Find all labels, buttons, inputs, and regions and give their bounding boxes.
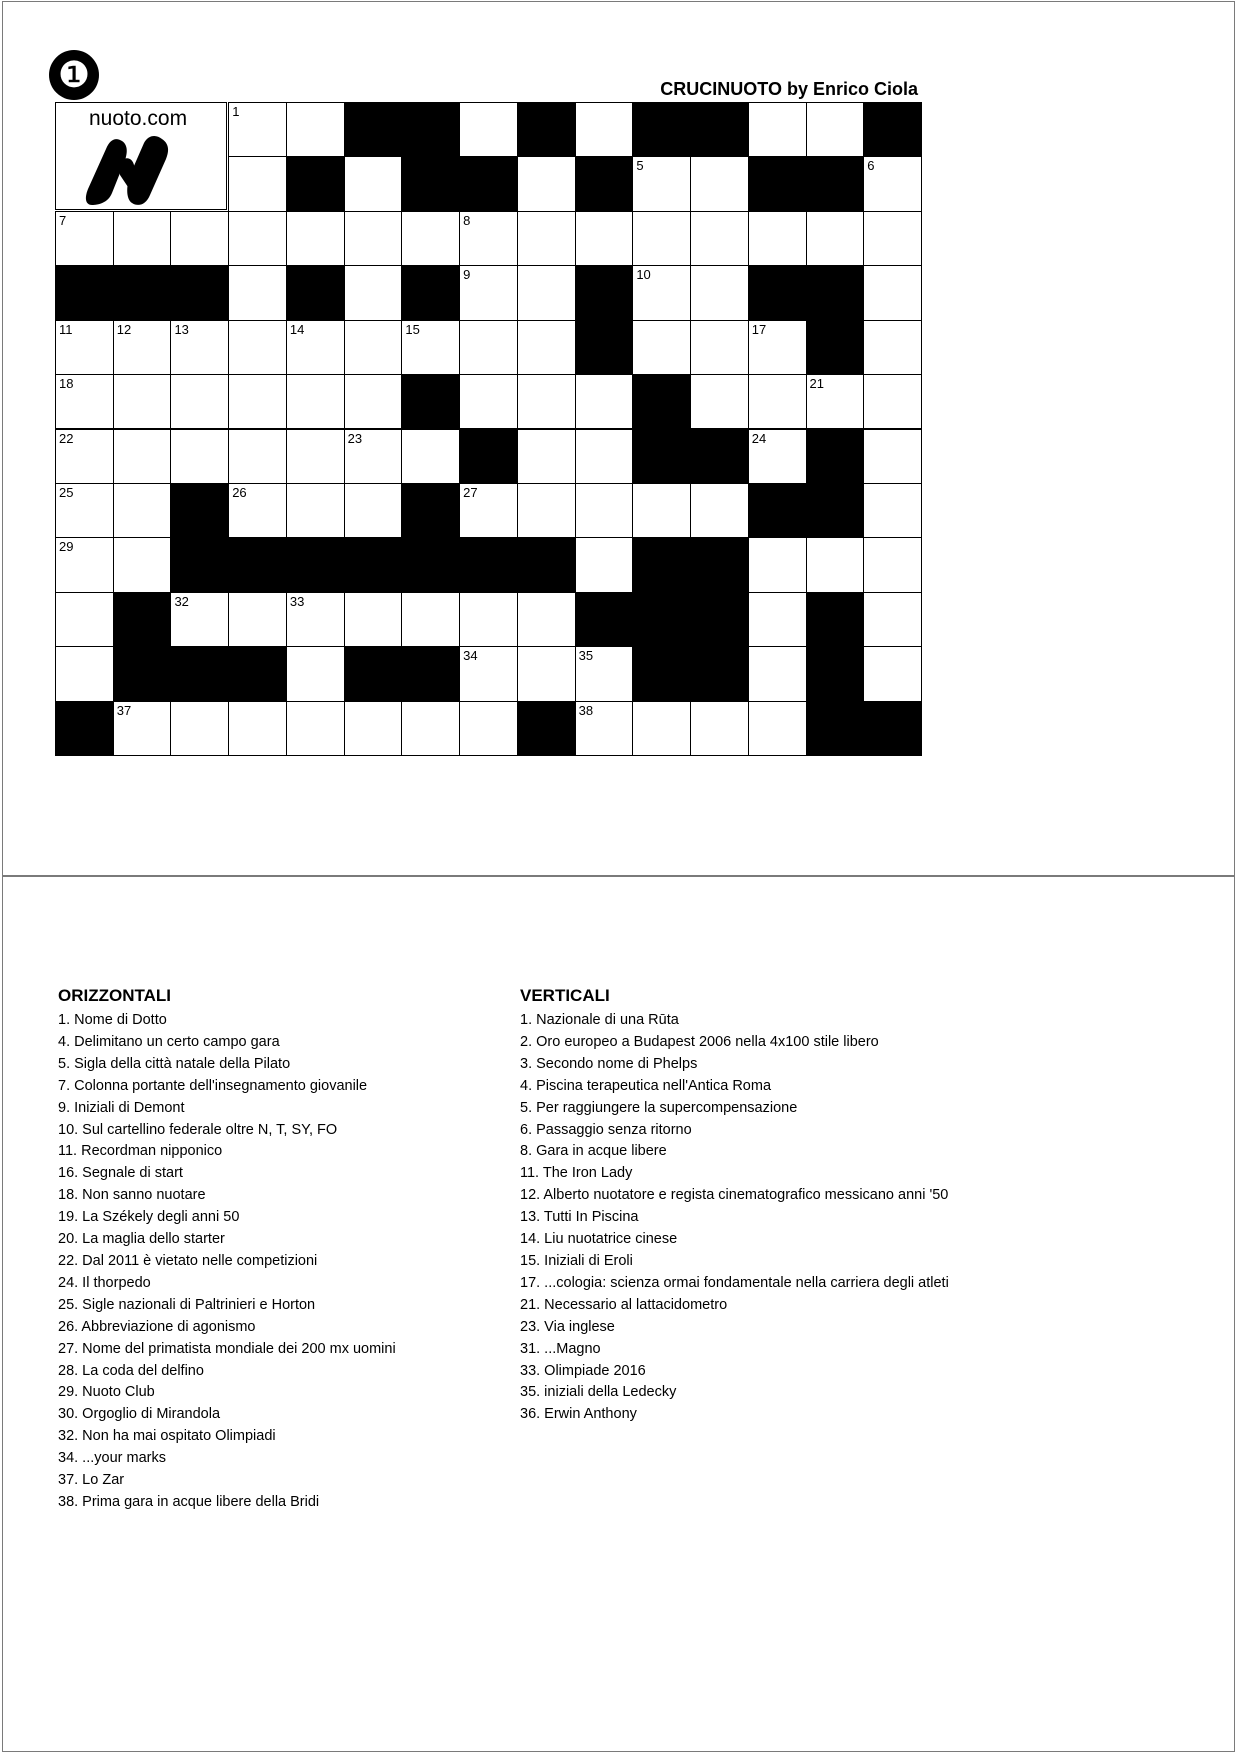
clue-item: 18. Non sanno nuotare (58, 1187, 206, 1204)
grid-cell[interactable] (690, 483, 749, 538)
grid-cell[interactable] (517, 592, 576, 647)
grid-block (690, 592, 749, 647)
grid-cell[interactable] (55, 592, 114, 647)
grid-cell[interactable] (748, 537, 807, 592)
grid-block (632, 537, 691, 592)
grid-cell[interactable] (286, 646, 345, 701)
grid-cell[interactable] (863, 211, 922, 266)
clue-number: 6 (867, 158, 875, 174)
grid-block (863, 701, 922, 756)
clue-item: 20. La maglia dello starter (58, 1231, 225, 1248)
grid-block (459, 156, 518, 211)
clue-item: 13. Tutti In Piscina (520, 1209, 639, 1226)
grid-cell[interactable] (863, 320, 922, 375)
grid-cell[interactable] (748, 592, 807, 647)
grid-cell[interactable] (575, 211, 634, 266)
grid-cell[interactable] (863, 537, 922, 592)
grid-cell[interactable] (517, 374, 576, 429)
grid-cell[interactable] (55, 429, 114, 484)
grid-cell[interactable] (632, 701, 691, 756)
clue-number: 13 (174, 321, 189, 337)
down-heading: VERTICALI (520, 986, 610, 1005)
grid-cell[interactable] (575, 701, 634, 756)
grid-cell[interactable] (401, 429, 460, 484)
grid-block (575, 592, 634, 647)
clue-number: 35 (578, 648, 594, 664)
grid-cell[interactable] (863, 374, 922, 429)
grid-block (286, 265, 345, 320)
clue-item: 9. Iniziali di Demont (58, 1099, 185, 1116)
grid-cell[interactable] (863, 429, 922, 484)
grid-block (517, 102, 576, 157)
clue-item: 14. Liu nuotatrice cinese (520, 1231, 678, 1248)
clue-number: 8 (463, 212, 471, 228)
grid-block (690, 537, 749, 592)
grid-cell[interactable] (344, 374, 403, 429)
grid-cell[interactable] (286, 483, 345, 538)
grid-cell[interactable] (113, 320, 172, 375)
clue-item: 31. ...Magno (520, 1340, 601, 1357)
grid-cell[interactable] (228, 265, 287, 320)
grid-cell[interactable] (286, 320, 345, 375)
grid-block (863, 102, 922, 157)
grid-cell[interactable] (113, 374, 172, 429)
clue-number: 23 (347, 430, 363, 446)
logo-text: nuoto.com (89, 107, 188, 130)
grid-cell[interactable] (401, 211, 460, 266)
grid-block (401, 265, 460, 320)
grid-cell[interactable] (517, 211, 576, 266)
grid-cell[interactable] (690, 701, 749, 756)
grid-cell[interactable] (286, 701, 345, 756)
clue-number: 38 (578, 702, 594, 718)
clue-item: 5. Sigla della città natale della Pilato (58, 1055, 291, 1072)
clue-item: 19. La Székely degli anni 50 (58, 1209, 240, 1226)
nuoto-n-logo-icon (84, 135, 184, 207)
grid-cell[interactable] (806, 537, 865, 592)
grid-cell[interactable] (748, 320, 807, 375)
grid-cell[interactable] (806, 211, 865, 266)
clue-item: 34. ...your marks (58, 1450, 166, 1467)
grid-cell[interactable] (459, 701, 518, 756)
grid-block (113, 646, 172, 701)
clue-item: 11. The Iron Lady (520, 1165, 633, 1182)
grid-cell[interactable] (806, 102, 865, 157)
clue-item: 11. Recordman nipponico (58, 1143, 223, 1160)
grid-cell[interactable] (228, 374, 287, 429)
grid-block (575, 265, 634, 320)
grid-block (748, 265, 807, 320)
clue-item: 29. Nuoto Club (58, 1384, 155, 1401)
across-heading: ORIZZONTALI (58, 986, 171, 1005)
clue-number: 22 (59, 430, 74, 446)
grid-cell[interactable] (517, 429, 576, 484)
grid-cell[interactable] (690, 211, 749, 266)
grid-cell[interactable] (344, 429, 403, 484)
clue-item: 21. Necessario al lattacidometro (520, 1296, 728, 1313)
grid-block (170, 646, 229, 701)
grid-cell[interactable] (863, 483, 922, 538)
grid-cell[interactable] (286, 374, 345, 429)
clue-item: 7. Colonna portante dell'insegnamento giovanile (58, 1077, 368, 1094)
grid-block (806, 701, 865, 756)
clue-item: 17. ...cologia: scienza ormai fondamentale nella carriera degli atleti (520, 1274, 949, 1291)
grid-cell[interactable] (575, 102, 634, 157)
grid-cell[interactable] (55, 320, 114, 375)
clue-item: 28. La coda del delfino (58, 1362, 204, 1379)
across-clue-list (58, 1010, 498, 1514)
grid-block (517, 701, 576, 756)
grid-block (55, 701, 114, 756)
grid-block (170, 265, 229, 320)
clue-item: 36. Erwin Anthony (520, 1406, 637, 1423)
grid-cell[interactable] (517, 320, 576, 375)
clue-item: 25. Sigle nazionali di Paltrinieri e Horton (58, 1296, 316, 1313)
grid-block (344, 537, 403, 592)
grid-block (632, 102, 691, 157)
grid-cell[interactable] (401, 592, 460, 647)
grid-cell[interactable] (748, 701, 807, 756)
grid-block (459, 429, 518, 484)
grid-cell[interactable] (286, 102, 345, 157)
clue-item: 24. Il thorpedo (58, 1274, 151, 1291)
grid-block (401, 374, 460, 429)
grid-cell[interactable] (55, 646, 114, 701)
clue-number: 24 (751, 430, 767, 446)
clue-number: 12 (116, 321, 132, 337)
clue-item: 2. Oro europeo a Budapest 2006 nella 4x100 stile libero (520, 1033, 879, 1050)
grid-cell[interactable] (459, 102, 518, 157)
clue-number: 11 (59, 321, 73, 337)
grid-block (344, 102, 403, 157)
clue-item: 12. Alberto nuotatore e regista cinematografico messicano anni '50 (520, 1187, 949, 1204)
clue-item: 30. Orgoglio di Mirandola (58, 1406, 221, 1423)
grid-cell[interactable] (690, 265, 749, 320)
across-clues (58, 986, 498, 1514)
clue-number: 18 (59, 376, 74, 392)
grid-cell[interactable] (863, 646, 922, 701)
clue-item: 3. Secondo nome di Phelps (520, 1055, 698, 1072)
grid-cell[interactable] (228, 701, 287, 756)
clue-item: 16. Segnale di start (58, 1165, 183, 1182)
clue-item: 23. Via inglese (520, 1318, 615, 1335)
grid-cell[interactable] (517, 483, 576, 538)
grid-cell[interactable] (632, 156, 691, 211)
grid-cell[interactable] (517, 265, 576, 320)
grid-cell[interactable] (632, 320, 691, 375)
grid-cell[interactable] (113, 211, 172, 266)
clue-number: 29 (59, 539, 74, 555)
grid-cell[interactable] (170, 211, 229, 266)
grid-cell[interactable] (228, 156, 287, 211)
grid-cell[interactable] (575, 483, 634, 538)
clue-item: 38. Prima gara in acque libere della Bridi (58, 1493, 320, 1510)
clue-number: 5 (636, 158, 644, 174)
grid-block (401, 156, 460, 211)
grid-cell[interactable] (459, 646, 518, 701)
grid-cell[interactable] (113, 701, 172, 756)
grid-block (517, 537, 576, 592)
grid-cell[interactable] (517, 156, 576, 211)
grid-cell[interactable] (170, 374, 229, 429)
grid-block (690, 429, 749, 484)
grid-block (113, 265, 172, 320)
grid-cell[interactable] (575, 374, 634, 429)
grid-cell[interactable] (863, 592, 922, 647)
grid-cell[interactable] (575, 537, 634, 592)
grid-block (748, 483, 807, 538)
clue-number: 32 (174, 593, 189, 609)
grid-cell[interactable] (401, 320, 460, 375)
down-clues (520, 986, 1080, 1426)
clue-number: 27 (463, 484, 478, 500)
grid-cell[interactable] (806, 374, 865, 429)
grid-block (748, 156, 807, 211)
grid-cell[interactable] (170, 320, 229, 375)
grid-block (228, 646, 287, 701)
grid-cell[interactable] (459, 265, 518, 320)
grid-block (632, 592, 691, 647)
grid-block (806, 592, 865, 647)
clue-number: 34 (463, 648, 478, 664)
clue-item: 8. Gara in acque libere (520, 1143, 667, 1160)
grid-block (401, 483, 460, 538)
grid-cell[interactable] (459, 374, 518, 429)
clue-number: 37 (116, 702, 132, 718)
clue-item: 15. Iniziali di Eroli (520, 1252, 633, 1269)
grid-cell[interactable] (113, 537, 172, 592)
grid-cell[interactable] (286, 211, 345, 266)
clue-item: 22. Dal 2011 è vietato nelle competizioni (58, 1252, 318, 1269)
grid-cell[interactable] (55, 374, 114, 429)
grid-cell[interactable] (228, 592, 287, 647)
grid-block (806, 320, 865, 375)
grid-cell[interactable] (690, 374, 749, 429)
grid-block (286, 537, 345, 592)
grid-cell[interactable] (632, 483, 691, 538)
grid-cell[interactable] (690, 156, 749, 211)
grid-cell[interactable] (459, 483, 518, 538)
clue-item: 5. Per raggiungere la supercompensazione (520, 1099, 798, 1116)
grid-block (113, 592, 172, 647)
grid-cell[interactable] (228, 483, 287, 538)
grid-block (401, 102, 460, 157)
grid-cell[interactable] (344, 483, 403, 538)
clue-number: 1 (232, 104, 240, 119)
down-clue-list (520, 1010, 1080, 1426)
clue-number: 26 (232, 484, 247, 500)
clue-item: 33. Olimpiade 2016 (520, 1362, 646, 1379)
grid-cell[interactable] (748, 374, 807, 429)
grid-cell[interactable] (228, 102, 287, 157)
clue-item: 4. Piscina terapeutica nell'Antica Roma (520, 1077, 772, 1094)
grid-cell[interactable] (228, 320, 287, 375)
clue-item: 32. Non ha mai ospitato Olimpiadi (58, 1428, 276, 1445)
page-number-badge: ❶ (49, 50, 99, 100)
grid-cell[interactable] (748, 211, 807, 266)
grid-block (170, 537, 229, 592)
grid-cell[interactable] (344, 592, 403, 647)
grid-block (401, 646, 460, 701)
grid-cell[interactable] (228, 429, 287, 484)
grid-cell[interactable] (517, 646, 576, 701)
grid-block (55, 265, 114, 320)
grid-cell[interactable] (228, 211, 287, 266)
grid-cell[interactable] (344, 701, 403, 756)
grid-cell[interactable] (113, 429, 172, 484)
grid-block (806, 265, 865, 320)
grid-block (690, 646, 749, 701)
grid-cell[interactable] (344, 265, 403, 320)
clue-number: 17 (751, 321, 767, 337)
grid-block (806, 156, 865, 211)
grid-cell[interactable] (748, 429, 807, 484)
clue-number: 21 (809, 376, 824, 392)
grid-block (459, 537, 518, 592)
clue-item: 6. Passaggio senza ritorno (520, 1121, 692, 1138)
grid-cell[interactable] (748, 102, 807, 157)
grid-cell[interactable] (113, 483, 172, 538)
grid-block (344, 646, 403, 701)
clue-item: 26. Abbreviazione di agonismo (58, 1318, 256, 1335)
grid-cell[interactable] (632, 211, 691, 266)
grid-cell[interactable] (863, 156, 922, 211)
clue-item: 4. Delimitano un certo campo gara (58, 1033, 280, 1050)
grid-block (575, 320, 634, 375)
grid-cell[interactable] (286, 592, 345, 647)
grid-block (806, 483, 865, 538)
grid-cell[interactable] (459, 592, 518, 647)
grid-cell[interactable] (344, 156, 403, 211)
grid-block (575, 156, 634, 211)
grid-cell[interactable] (344, 211, 403, 266)
grid-cell[interactable] (459, 211, 518, 266)
grid-block (806, 646, 865, 701)
clue-item: 1. Nome di Dotto (58, 1012, 167, 1028)
grid-cell[interactable] (55, 537, 114, 592)
grid-cell[interactable] (575, 646, 634, 701)
grid-block (228, 537, 287, 592)
clue-number: 33 (289, 593, 305, 609)
grid-cell[interactable] (863, 265, 922, 320)
grid-cell[interactable] (55, 483, 114, 538)
clue-item: 27. Nome del primatista mondiale dei 200 mx uomini (58, 1340, 396, 1357)
grid-cell[interactable] (748, 646, 807, 701)
clue-item: 1. Nazionale di una Rūta (520, 1012, 679, 1028)
grid-block (401, 537, 460, 592)
grid-block (806, 429, 865, 484)
logo (55, 102, 227, 210)
grid-cell[interactable] (55, 211, 114, 266)
grid-block (632, 374, 691, 429)
clue-item: 35. iniziali della Ledecky (520, 1384, 677, 1401)
clue-number: 7 (59, 212, 67, 228)
grid-cell[interactable] (459, 320, 518, 375)
grid-block (286, 156, 345, 211)
clue-number: 15 (405, 321, 420, 337)
grid-cell[interactable] (690, 320, 749, 375)
clue-number: 9 (463, 267, 471, 283)
clue-item: 37. Lo Zar (58, 1472, 125, 1489)
grid-cell[interactable] (170, 701, 229, 756)
grid-cell[interactable] (575, 429, 634, 484)
grid-cell[interactable] (170, 592, 229, 647)
clue-number: 10 (636, 267, 651, 283)
grid-block (170, 483, 229, 538)
clue-number: 25 (59, 484, 74, 500)
grid-cell[interactable] (344, 320, 403, 375)
grid-cell[interactable] (286, 429, 345, 484)
clue-item: 10. Sul cartellino federale oltre N, T, SY, FO (58, 1121, 338, 1138)
grid-block (632, 646, 691, 701)
grid-block (632, 429, 691, 484)
grid-block (690, 102, 749, 157)
puzzle-title: CRUCINUOTO by Enrico Ciola (660, 79, 918, 99)
grid-cell[interactable] (632, 265, 691, 320)
grid-cell[interactable] (170, 429, 229, 484)
grid-cell[interactable] (401, 701, 460, 756)
clue-number: 14 (289, 321, 305, 337)
